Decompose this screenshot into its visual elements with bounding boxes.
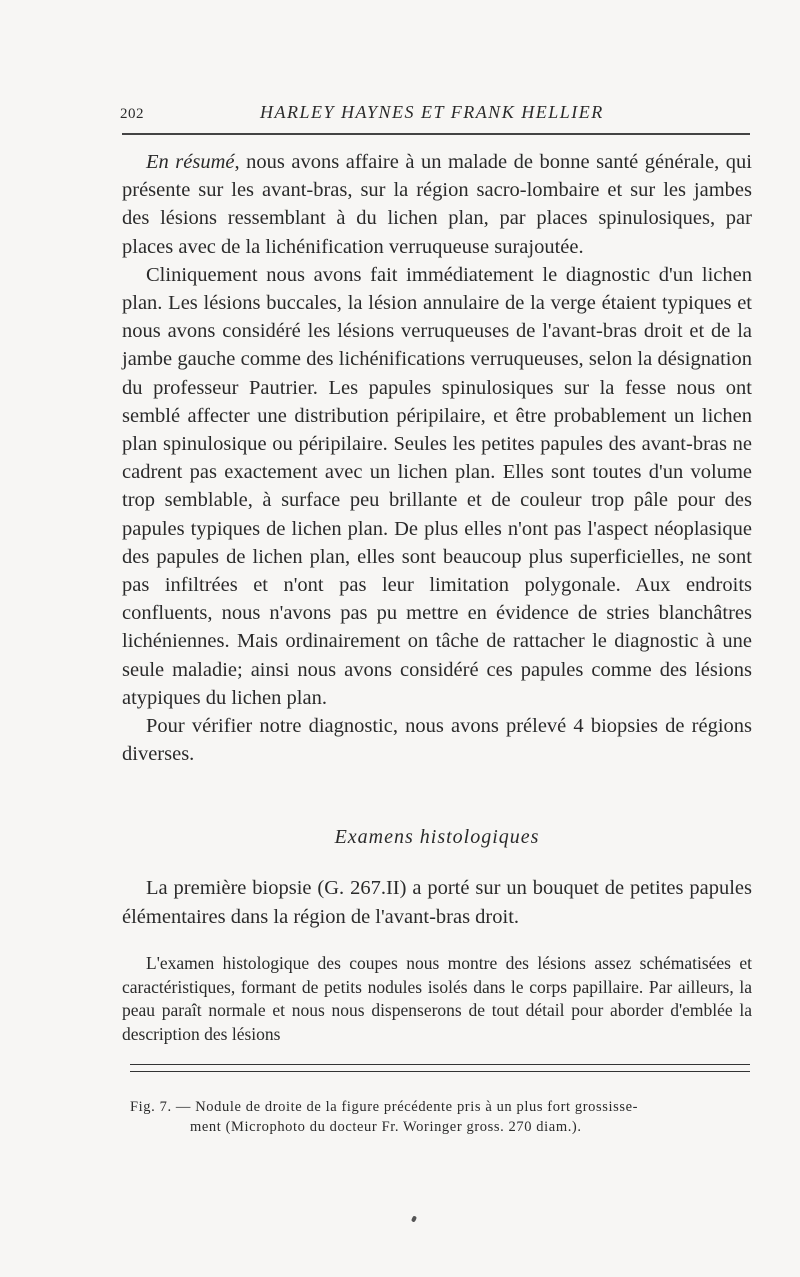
header-rule [122,133,750,135]
running-header [120,102,750,132]
running-title: HARLEY HAYNES ET FRANK HELLIER [260,102,604,122]
paragraph-summary [122,148,752,261]
section-intro [122,874,752,932]
histology-text [122,952,752,1046]
summary-text: , nous avons affaire à un malade de bonne santé générale, qui présente sur les avant-bras, sur la région sacro-lombaire et sur les jambes des lésions ressemblant à du lichen plan, par places spinulosiques, par places avec de la lichénification verruqueuse surajoutée. [122,151,753,258]
section-heading: Examens histologiques [334,826,540,848]
page-number: 202 [120,106,144,122]
figure-caption [130,1097,750,1137]
figure-divider [130,1064,750,1072]
paragraph-first-biopsy: La première biopsie (G. 267.II) a porté sur un bouquet de petites papules élémentaires dans la région de l'avant-bras droit. [122,877,752,928]
caption-line-1: Fig. 7. — Nodule de droite de la figure précédente pris à un plus fort grossisse- [130,1099,639,1115]
main-text [122,148,752,768]
paragraph-clinical: Cliniquement nous avons fait immédiatement le diagnostic d'un lichen plan. Les lésions buccales, la lésion annulaire de la verge étaient typiques et nous avons considéré les lésions verruqueuses de l'avant-bras droit et de la jambe gauche comme des lichénifications verruqueuses, selon la désignation du professeur Pautrier. Les papules spinulosiques sur la fesse nous ont semblé affecter une distribution péripilaire, et être probablement un lichen plan spinulosique ou péripilaire. Seules les petites papules des avant-bras ne cadrent pas exactement avec un lichen plan. Elles sont toutes d'un volume trop semblable, à surface peu brillante et de couleur trop pâle pour des papules typiques de lichen plan. De plus elles n'ont pas l'aspect néoplasique des papules de lichen plan, elles sont beaucoup plus superficielles, ne sont pas infiltrées et n'ont pas leur limitation polygonale. Aux endroits confluents, nous n'avons pas pu mettre en évidence de stries blanchâtres lichéniennes. Mais ordinairement on tâche de rattacher le diagnostic à une seule maladie; ainsi nous avons considéré ces papules comme des lésions atypiques du lichen plan. [122,263,752,709]
caption-line-2: ment (Microphoto du docteur Fr. Woringer gross. 270 diam.). [190,1119,582,1135]
paragraph-histology: L'examen histologique des coupes nous montre des lésions assez schématisées et caractéristiques, formant de petits nodules isolés dans le corps papillaire. Par ailleurs, la peau paraît normale et nous nous dispenserons de tout détail pour aborder d'emblée la description des lésions [122,953,752,1044]
summary-lead: En résumé [146,151,235,173]
print-speck [411,1215,417,1222]
paragraph-biopsies: Pour vérifier notre diagnostic, nous avons prélevé 4 biopsies de régions diverses. [122,715,752,766]
